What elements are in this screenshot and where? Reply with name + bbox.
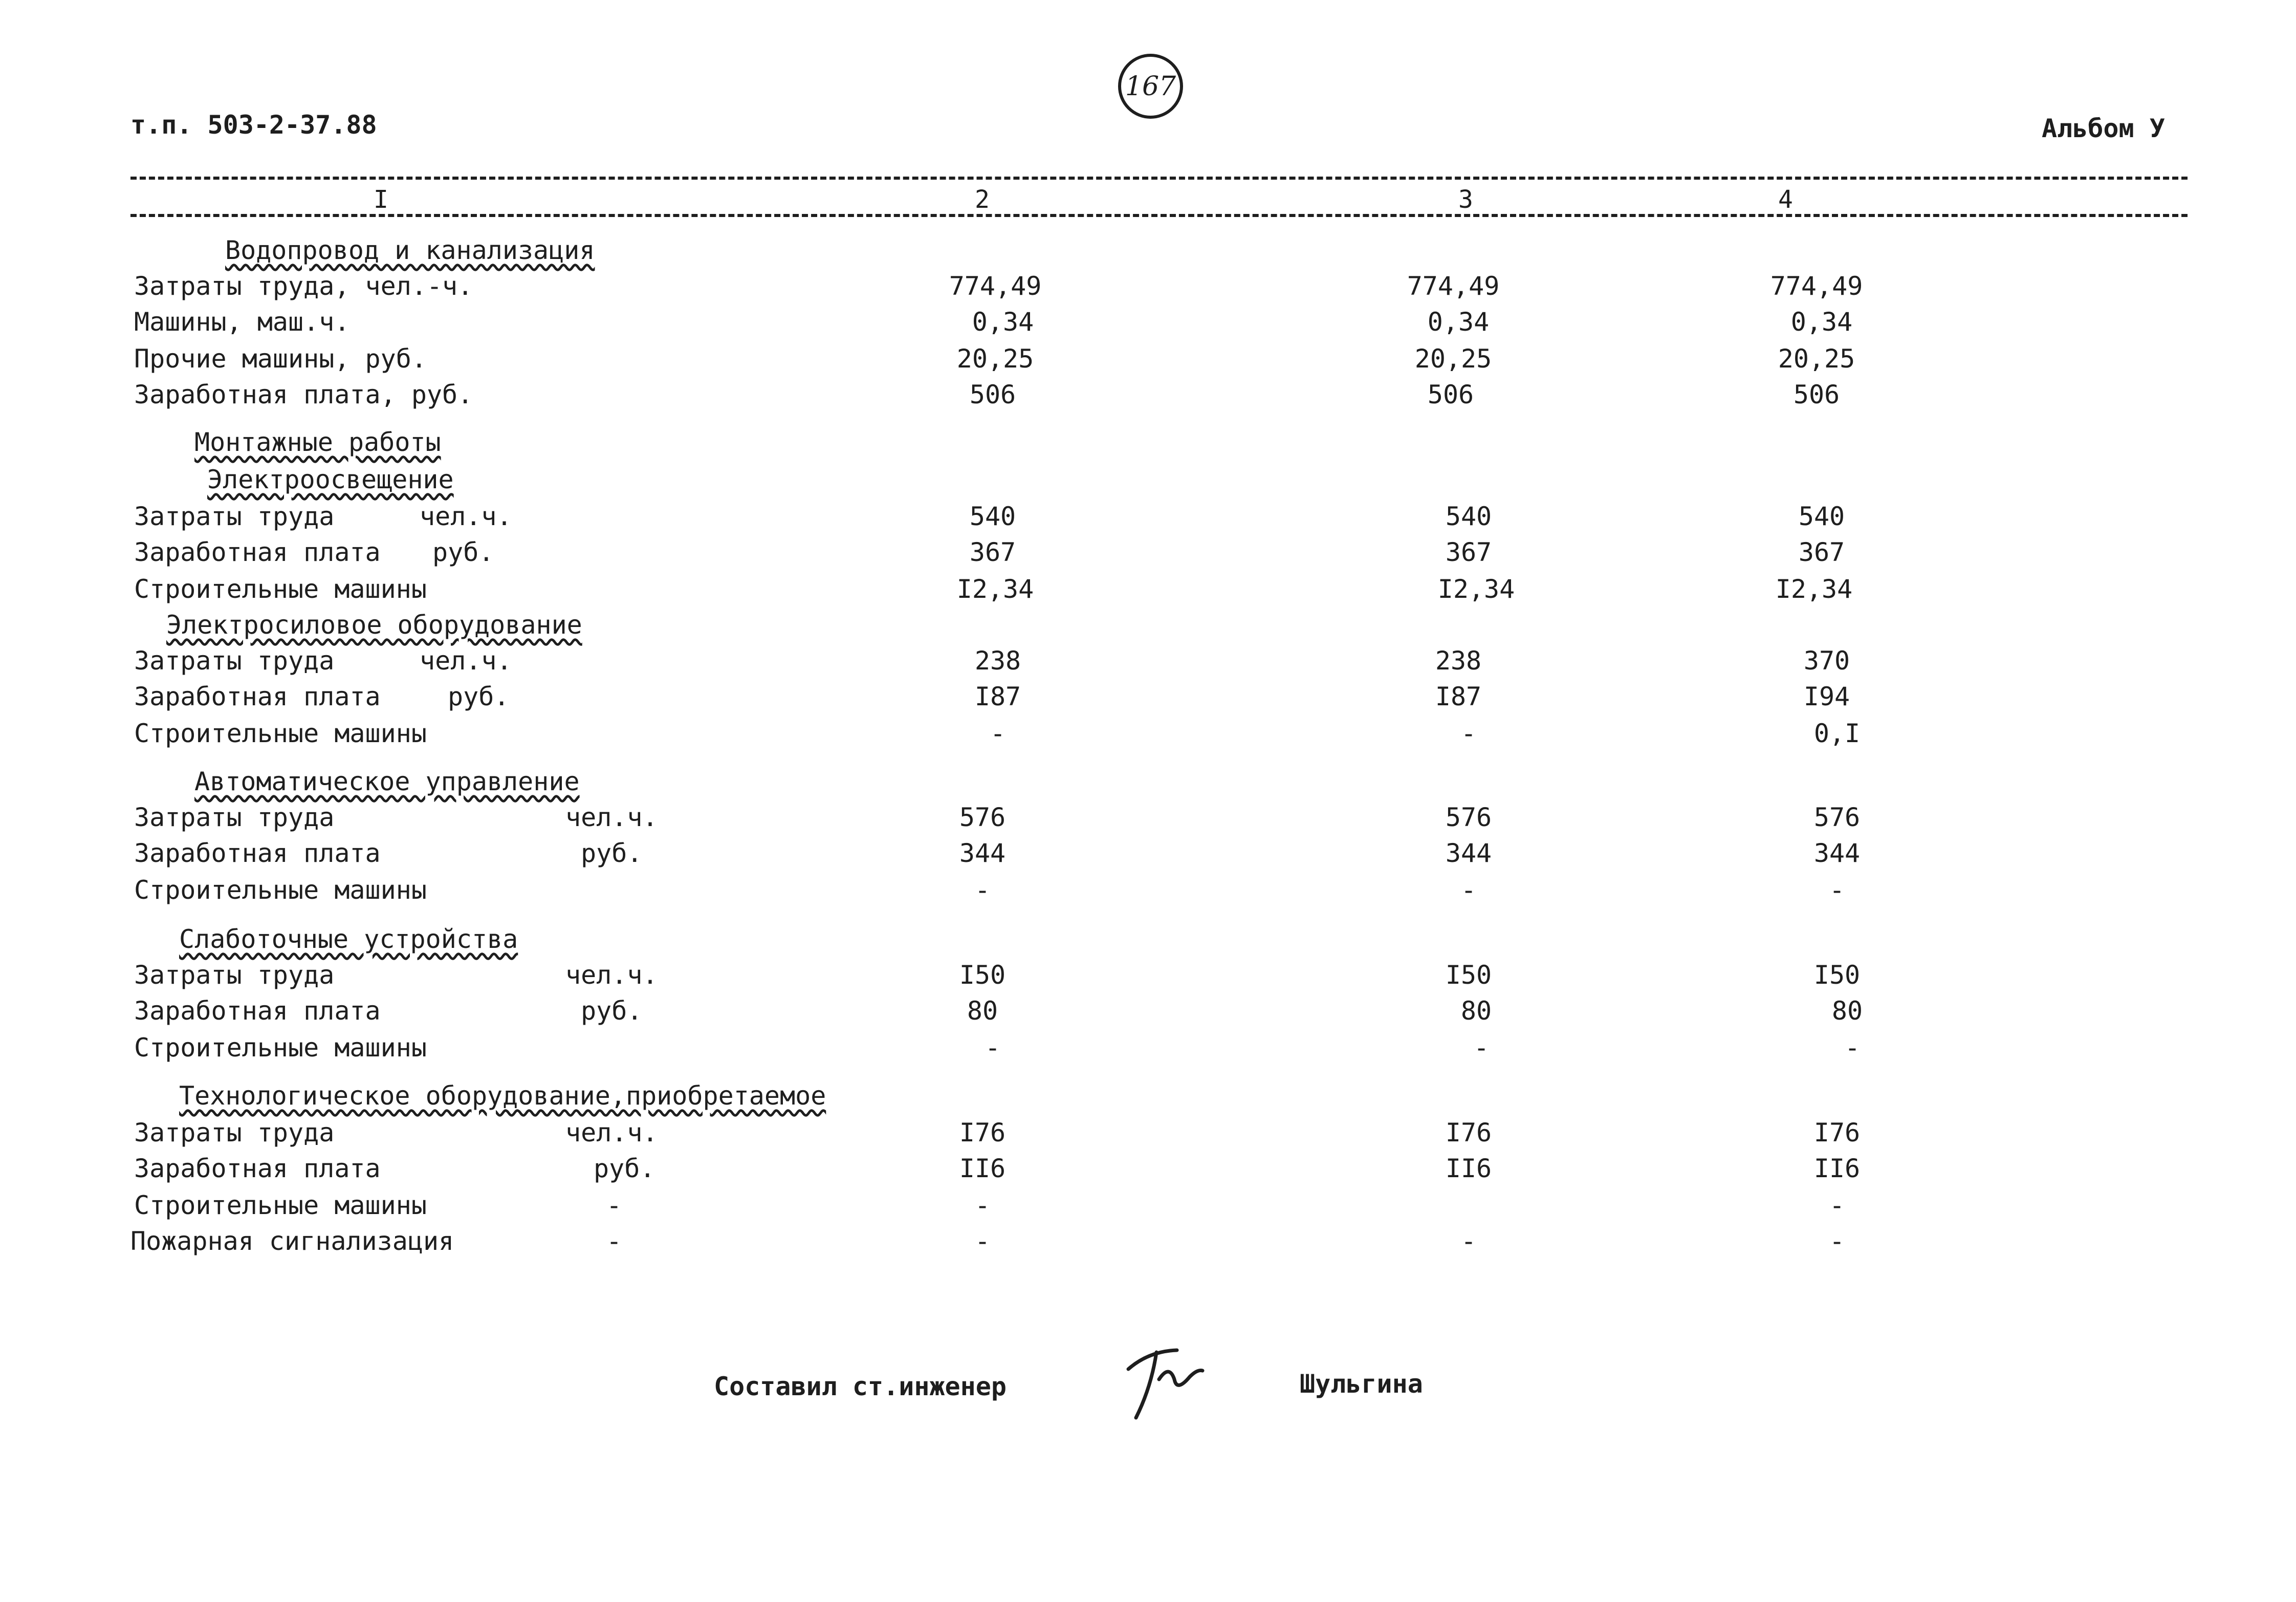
table-top-rule <box>130 177 2188 180</box>
row-label: Машины, маш.ч. <box>134 307 350 337</box>
cell-col3: II6 <box>1445 1154 1492 1183</box>
cell-col3: 344 <box>1445 838 1492 868</box>
section-title-automatic-control: Автоматическое управление <box>194 767 580 796</box>
column-2-number: 2 <box>975 185 990 214</box>
row-label: Затраты труда <box>134 646 335 676</box>
cell-col3: 367 <box>1445 537 1492 567</box>
cell-col3: 0,34 <box>1427 307 1490 337</box>
column-3-number: 3 <box>1458 185 1473 214</box>
row-label: Заработная плата <box>134 682 381 711</box>
album-label: Альбом У <box>2042 114 2165 143</box>
cell-col4: 0,I <box>1813 719 1861 748</box>
row-label: Строительные машины <box>134 719 427 748</box>
row-label: Пожарная сигнализация <box>130 1226 454 1256</box>
row-unit: руб. <box>448 682 510 711</box>
row-unit: чел.ч. <box>565 1118 658 1148</box>
column-4-number: 4 <box>1778 185 1793 214</box>
row-label: Затраты труда <box>134 1118 335 1148</box>
cell-col3: 540 <box>1445 502 1492 531</box>
cell-col4: 370 <box>1803 646 1850 676</box>
row-label: Затраты труда <box>134 803 335 832</box>
cell-col3: I50 <box>1445 960 1492 990</box>
cell-col4: 774,49 <box>1770 271 1863 301</box>
cell-col3: - <box>1460 1226 1477 1256</box>
row-unit: руб. <box>432 537 494 567</box>
cell-col2: I87 <box>974 682 1021 711</box>
row-unit: чел.ч. <box>565 803 658 832</box>
cell-col2: 80 <box>967 996 998 1026</box>
row-label: Строительные машины <box>134 1190 427 1220</box>
cell-col4: I50 <box>1813 960 1861 990</box>
compiled-by-label: Составил ст.инженер <box>714 1372 1007 1401</box>
cell-col2: - <box>990 719 1006 748</box>
row-unit: руб. <box>594 1154 655 1183</box>
cell-col4: II6 <box>1813 1154 1861 1183</box>
row-label: Прочие машины, руб. <box>134 344 427 374</box>
signature-mark <box>1121 1341 1208 1428</box>
row-unit: чел.ч. <box>565 960 658 990</box>
row-label: Строительные машины <box>134 1033 427 1063</box>
cell-col4: - <box>1829 875 1845 905</box>
column-1-number: I <box>374 185 388 214</box>
cell-col4: 576 <box>1813 803 1861 832</box>
cell-col3: 506 <box>1427 380 1474 409</box>
cell-col2: I76 <box>959 1118 1006 1148</box>
row-unit: чел.ч. <box>420 502 512 531</box>
row-label: Заработная плата <box>134 1154 381 1183</box>
cell-col2: - <box>974 875 991 905</box>
cell-col3: - <box>1460 719 1477 748</box>
cell-col2: - <box>974 1190 991 1220</box>
cell-col4: - <box>1844 1033 1861 1063</box>
row-label: Затраты труда, чел.-ч. <box>134 271 473 301</box>
cell-col2: II6 <box>959 1154 1006 1183</box>
row-label: Затраты труда <box>134 960 335 990</box>
row-label: Заработная плата, руб. <box>134 380 473 409</box>
cell-col3: - <box>1460 875 1477 905</box>
cell-col4: I76 <box>1813 1118 1861 1148</box>
cell-col3: - <box>1473 1033 1490 1063</box>
cell-col1: - <box>606 1190 622 1220</box>
section-title-water-supply: Водопровод и канализация <box>225 235 595 265</box>
cell-col4: 80 <box>1831 996 1863 1026</box>
cell-col2: 506 <box>969 380 1016 409</box>
cell-col4: - <box>1829 1226 1845 1256</box>
cell-col1: - <box>606 1226 622 1256</box>
cell-col4: - <box>1829 1190 1845 1220</box>
cell-col2: - <box>985 1033 1001 1063</box>
cell-col2: I2,34 <box>956 574 1034 604</box>
cell-col3: 20,25 <box>1414 344 1492 374</box>
row-label: Затраты труда <box>134 502 335 531</box>
cell-col4: I94 <box>1803 682 1850 711</box>
row-unit: чел.ч. <box>420 646 512 676</box>
cell-col4: 367 <box>1798 537 1845 567</box>
cell-col2: I50 <box>959 960 1006 990</box>
cell-col2: 344 <box>959 838 1006 868</box>
cell-col2: 576 <box>959 803 1006 832</box>
table-header-rule <box>130 214 2188 217</box>
cell-col2: 367 <box>969 537 1016 567</box>
cell-col2: 238 <box>974 646 1021 676</box>
cell-col4: 0,34 <box>1790 307 1853 337</box>
cell-col4: 506 <box>1793 380 1840 409</box>
page-number: 167 <box>1125 71 1176 102</box>
row-unit: руб. <box>581 838 643 868</box>
page-number-stamp <box>1118 54 1183 119</box>
cell-col4: 540 <box>1798 502 1845 531</box>
section-title-installation-works: Монтажные работы <box>194 427 441 457</box>
row-label: Заработная плата <box>134 537 381 567</box>
cell-col3: I87 <box>1435 682 1482 711</box>
section-title-power-equipment: Электросиловое оборудование <box>166 610 582 640</box>
cell-col2: 0,34 <box>972 307 1034 337</box>
row-label: Строительные машины <box>134 574 427 604</box>
section-title-technological-equipment: Технологическое оборудование,приобретаемое <box>179 1081 826 1111</box>
row-label: Строительные машины <box>134 875 427 905</box>
cell-col4: 344 <box>1813 838 1861 868</box>
cell-col3: 238 <box>1435 646 1482 676</box>
cell-col4: 20,25 <box>1778 344 1855 374</box>
cell-col3: 80 <box>1460 996 1492 1026</box>
row-label: Заработная плата <box>134 996 381 1026</box>
cell-col3: 576 <box>1445 803 1492 832</box>
compiler-name: Шульгина <box>1300 1369 1423 1399</box>
row-unit: руб. <box>581 996 643 1026</box>
cell-col4: I2,34 <box>1775 574 1853 604</box>
row-label: Заработная плата <box>134 838 381 868</box>
cell-col3: I2,34 <box>1437 574 1515 604</box>
section-title-low-current-devices: Слаботочные устройства <box>179 924 518 954</box>
document-code: т.п. 503-2-37.88 <box>130 110 377 140</box>
cell-col3: I76 <box>1445 1118 1492 1148</box>
cell-col2: - <box>974 1226 991 1256</box>
cell-col2: 540 <box>969 502 1016 531</box>
cell-col2: 20,25 <box>956 344 1034 374</box>
cell-col3: 774,49 <box>1407 271 1500 301</box>
cell-col2: 774,49 <box>949 271 1042 301</box>
section-subtitle-lighting: Электроосвещение <box>207 465 454 494</box>
